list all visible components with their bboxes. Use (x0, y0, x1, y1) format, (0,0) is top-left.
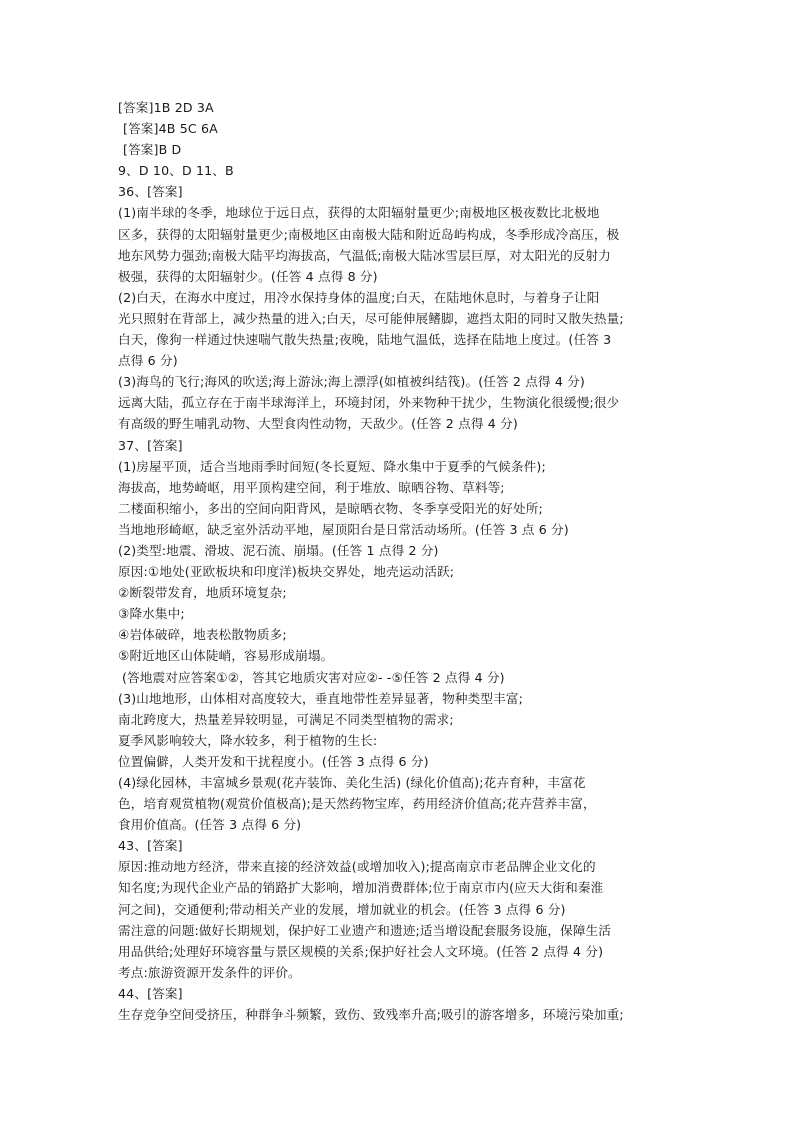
section-heading-43: 43、[答案] (118, 838, 183, 854)
answer-line-26: ④岩体破碎，地表松散物质多; (118, 627, 287, 643)
answer-line-34: 色，培育观赏植物(观赏价值极高);是天然药物宝库，药用经济价值高;花卉营养丰富， (118, 796, 596, 812)
answer-line-28: (答地震对应答案①②，答其它地质灾害对应②- -⑤任答 2 点得 4 分) (122, 669, 505, 685)
answer-line-27: ⑤附近地区山体陡峭，容易形成崩塌。 (118, 648, 334, 664)
answer-line-16: 有高级的野生哺乳动物、大型食肉性动物，天敌少。(任答 2 点得 4 分) (118, 416, 518, 432)
answer-line-13: 点得 6 分) (118, 353, 178, 369)
answer-line-1: [答案]1B 2D 3A (118, 100, 214, 115)
answer-line-22: (2)类型:地震、滑坡、泥石流、崩塌。(任答 1 点得 2 分) (118, 542, 439, 558)
answer-line-42: 考点:旅游资源开发条件的评价。 (118, 964, 301, 980)
section-heading-44: 44、[答案] (118, 985, 183, 1001)
answer-line-14: (3)海鸟的飞行;海风的吹送;海上游泳;海上漂浮(如植被纠结筏)。(任答 2 点得 4 分) (118, 374, 585, 390)
answer-line-2: [答案]4B 5C 6A (123, 121, 218, 137)
answer-line-7: 区多，获得的太阳辐射量更少;南极地区由南极大陆和附近岛屿构成，冬季形成冷高压，极 (118, 226, 620, 242)
answer-line-30: 南北跨度大，热量差异较明显，可满足不同类型植物的需求; (118, 711, 454, 727)
answer-line-25: ③降水集中; (118, 606, 185, 622)
answer-line-40: 需注意的问题:做好长期规划，保护好工业遗产和遗迹;适当增设配套服务设施，保障生活 (118, 922, 612, 938)
answer-line-15: 远离大陆，孤立存在于南半球海洋上，环境封闭，外来物种干扰少，生物演化很缓慢;很少 (118, 395, 620, 411)
answer-line-33: (4)绿化园林，丰富城乡景观(花卉装饰、美化生活) (绿化价值高);花卉育种，丰富花 (118, 775, 586, 790)
answer-line-32: 位置偏僻，人类开发和干扰程度小。(任答 3 点得 6 分) (118, 753, 429, 769)
answer-line-29: (3)山地地形，山体相对高度较大，垂直地带性差异显著，物种类型丰富; (118, 690, 523, 706)
answer-line-24: ②断裂带发育，地质环境复杂; (118, 585, 287, 601)
answer-line-18: (1)房屋平顶，适合当地雨季时间短(冬长夏短、降水集中于夏季的气候条件); (118, 458, 546, 474)
answer-line-41: 用品供给;处理好环境容量与景区规模的关系;保护好社会人文环境。(任答 2 点得 4 分) (118, 943, 604, 959)
answer-line-31: 夏季风影响较大，降水较多，利于植物的生长: (118, 732, 378, 748)
answer-line-11: 光只照射在背部上，减少热量的进入;白天，尽可能伸展鳍脚，遮挡太阳的同时又散失热量; (118, 310, 624, 326)
answer-line-23: 原因:①地处(亚欧板块和印度洋)板块交界处，地壳运动活跃; (118, 564, 455, 580)
section-heading-37: 37、[答案] (118, 437, 183, 453)
answer-line-35: 食用价值高。(任答 3 点得 6 分) (118, 817, 302, 833)
answer-line-12: 白天，像狗一样通过快速喘气散失热量;夜晚，陆地气温低，选择在陆地上度过。(任答 3 (118, 332, 612, 348)
answer-line-8: 地东风势力强劲;南极大陆平均海拔高，气温低;南极大陆冰雪层巨厚，对太阳光的反射力 (118, 247, 612, 263)
answer-line-44: 生存竞争空间受挤压，种群争斗频繁，致伤、致残率升高;吸引的游客增多，环境污染加重; (118, 1007, 624, 1023)
answer-line-3: [答案]B D (123, 142, 182, 158)
answer-line-37: 原因:推动地方经济，带来直接的经济效益(或增加收入);提高南京市老品牌企业文化的 (118, 859, 596, 875)
answer-line-39: 河之间)，交通便利;带动相关产业的发展，增加就业的机会。(任答 3 点得 6 分) (118, 901, 566, 917)
answer-line-19: 海拔高，地势崎岖，用平顶构建空间，利于堆放、晾晒谷物、草料等; (118, 479, 505, 495)
answer-line-6: (1)南半球的冬季，地球位于远日点，获得的太阳辐射量更少;南极地区极夜数比北极地 (118, 205, 600, 221)
answer-document (118, 97, 688, 1025)
answer-line-9: 极强，获得的太阳辐射少。(任答 4 点得 8 分) (118, 268, 378, 284)
answer-line-20: 二楼面积缩小，多出的空间向阳背风，是晾晒衣物、冬季享受阳光的好处所; (118, 500, 543, 516)
section-heading-36: 36、[答案] (118, 184, 183, 200)
answer-line-38: 知名度;为现代企业产品的销路扩大影响，增加消费群体;位于南京市内(应天大街和秦淮 (118, 880, 604, 896)
answer-line-10: (2)白天，在海水中度过，用冷水保持身体的温度;白天，在陆地休息时，与着身子让阳 (118, 289, 600, 305)
answer-line-21: 当地地形崎岖，缺乏室外活动平地，屋顶阳台是日常活动场所。(任答 3 点 6 分) (118, 521, 569, 537)
answer-line-4: 9、D 10、D 11、B (118, 163, 234, 179)
